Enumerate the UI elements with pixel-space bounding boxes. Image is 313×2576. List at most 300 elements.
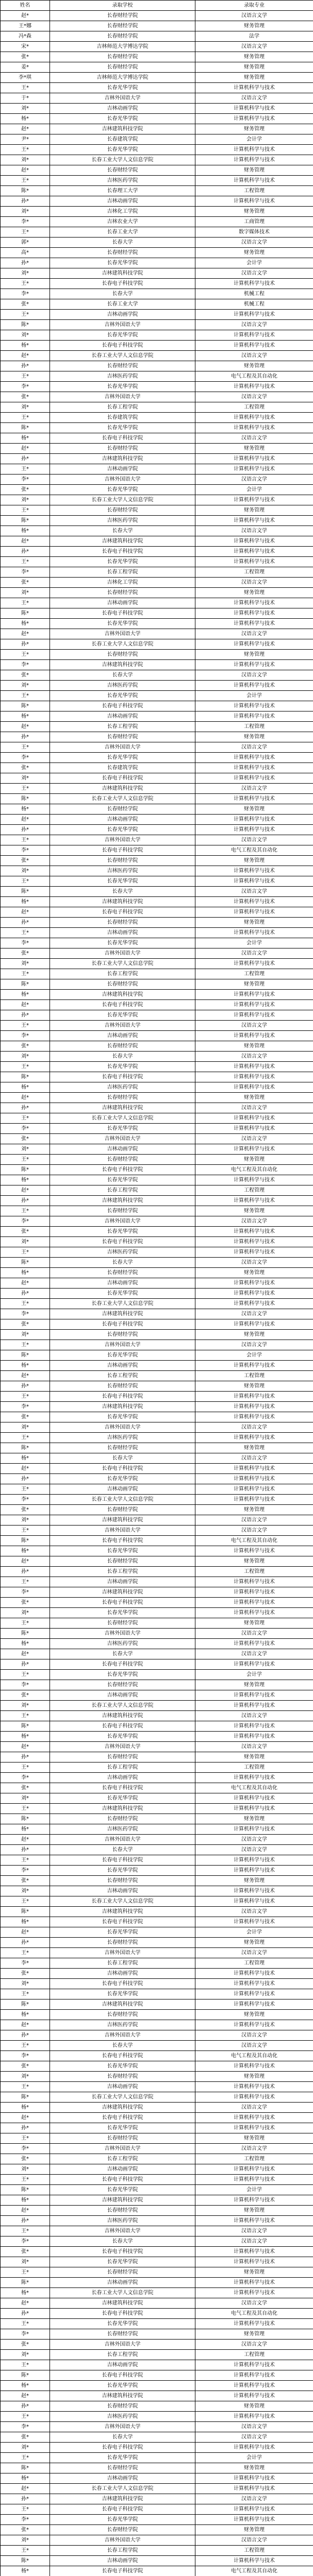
student-name-cell: 杨*	[1, 711, 50, 722]
table-row	[1, 1000, 313, 1010]
table-row	[1, 1515, 313, 1526]
admitted-school-cell: 长春工业大学	[50, 227, 195, 238]
admitted-school-cell: 吉林外国语大学	[50, 1629, 195, 1639]
table-row	[1, 2020, 313, 2030]
admitted-school-cell: 长春财经学院	[50, 1155, 195, 1165]
admitted-major-cell: 财务管理	[195, 588, 313, 598]
table-row	[1, 2391, 313, 2401]
admitted-school-cell: 长春电子科技学院	[50, 701, 195, 711]
admitted-major-cell: 汉语言文学	[195, 2236, 313, 2247]
admitted-major-cell: 财务管理	[195, 1876, 313, 1886]
student-name-cell: 张*	[1, 2340, 50, 2350]
admitted-school-cell: 吉林动画学院	[50, 1144, 195, 1155]
admitted-major-cell: 汉语言文学	[195, 238, 313, 248]
admitted-major-cell: 汉语言文学	[195, 1340, 313, 1350]
admitted-major-cell: 汉语言文学	[195, 1515, 313, 1526]
admitted-major-cell: 电气工程及其自动化	[195, 2566, 313, 2576]
table-row	[1, 660, 313, 670]
admitted-major-cell: 财务管理	[195, 1814, 313, 1824]
admitted-major-cell: 计算机科学与技术	[195, 2473, 313, 2484]
table-row	[1, 382, 313, 392]
student-name-cell: 陈*	[1, 1258, 50, 1268]
student-name-cell: 杨*	[1, 433, 50, 444]
admitted-major-cell: 财务管理	[195, 2072, 313, 2082]
admitted-major-cell: 财务管理	[195, 1206, 313, 1216]
table-row	[1, 2247, 313, 2257]
table-row	[1, 31, 313, 42]
admitted-school-cell: 长春财经学院	[50, 62, 195, 73]
student-name-cell: 赵*	[1, 1835, 50, 1845]
table-row	[1, 794, 313, 804]
student-name-cell: 杨*	[1, 1082, 50, 1093]
admitted-school-cell: 长春财经学院	[50, 1680, 195, 1690]
admitted-school-cell: 吉林医药学院	[50, 1082, 195, 1093]
admitted-school-cell: 吉林建筑科技学院	[50, 2391, 195, 2401]
admitted-school-cell: 吉林动画学院	[50, 2082, 195, 2092]
admitted-school-cell: 长春光华学院	[50, 1124, 195, 1134]
table-row	[1, 83, 313, 93]
admitted-major-cell: 计算机科学与技术	[195, 1659, 313, 1670]
student-name-cell: 杨*	[1, 897, 50, 907]
student-name-cell: 刘*	[1, 866, 50, 876]
student-name-cell: 姜*	[1, 62, 50, 73]
table-row	[1, 815, 313, 825]
admitted-major-cell: 财务管理	[195, 856, 313, 866]
student-name-cell: 王*	[1, 2546, 50, 2556]
admitted-school-cell: 长春电子科技学院	[50, 2504, 195, 2515]
admitted-school-cell: 长春工程学院	[50, 1958, 195, 1969]
student-name-cell: 孙*	[1, 1289, 50, 1299]
table-row	[1, 2494, 313, 2504]
table-row	[1, 1783, 313, 1793]
table-row	[1, 1762, 313, 1773]
student-name-cell: 王*	[1, 2412, 50, 2422]
student-name-cell: 王*	[1, 371, 50, 382]
student-name-cell: 杨*	[1, 2195, 50, 2206]
student-name-cell: 孙*	[1, 918, 50, 928]
admitted-school-cell: 长春电子科技学院	[50, 1464, 195, 1474]
table-row	[1, 289, 313, 299]
student-name-cell: 李*	[1, 2236, 50, 2247]
student-name-cell: 刘*	[1, 1144, 50, 1155]
admitted-school-cell: 长春工业大学人文信息学院	[50, 2484, 195, 2494]
admitted-school-cell: 长春财经学院	[50, 2525, 195, 2535]
table-row	[1, 742, 313, 753]
admitted-school-cell: 吉林建筑科技学院	[50, 1907, 195, 1917]
table-row	[1, 2123, 313, 2133]
table-row	[1, 124, 313, 134]
admitted-major-cell: 财务管理	[195, 1443, 313, 1453]
table-row	[1, 2236, 313, 2247]
table-row	[1, 1021, 313, 1031]
table-row	[1, 1670, 313, 1680]
admitted-major-cell: 计算机科学与技术	[195, 2164, 313, 2175]
table-row	[1, 557, 313, 567]
admitted-major-cell: 计算机科学与技术	[195, 1412, 313, 1422]
table-row	[1, 2504, 313, 2515]
admitted-school-cell: 长春工业大学人文信息学院	[50, 1299, 195, 1309]
admitted-school-cell: 长春大学	[50, 1052, 195, 1062]
table-row	[1, 176, 313, 186]
admitted-major-cell: 工程管理	[195, 1958, 313, 1969]
table-row	[1, 2566, 313, 2576]
admitted-school-cell: 长春工程学院	[50, 2154, 195, 2164]
admitted-school-cell: 吉林外国语大学	[50, 629, 195, 639]
admitted-major-cell: 财务管理	[195, 1938, 313, 1948]
student-name-cell: 杨*	[1, 341, 50, 351]
table-row	[1, 1433, 313, 1443]
admitted-school-cell: 吉林建筑科技学院	[50, 1587, 195, 1598]
student-name-cell: 赵*	[1, 1556, 50, 1567]
student-name-cell: 李*	[1, 2144, 50, 2154]
table-row	[1, 907, 313, 918]
admitted-school-cell: 长春财经学院	[50, 1505, 195, 1515]
table-row	[1, 567, 313, 578]
table-row	[1, 2144, 313, 2154]
admitted-major-cell: 计算机科学与技术	[195, 2257, 313, 2267]
student-name-cell: 张*	[1, 392, 50, 402]
admitted-major-cell: 计算机科学与技术	[195, 1000, 313, 1010]
table-row	[1, 629, 313, 639]
admitted-major-cell: 计算机科学与技术	[195, 1639, 313, 1649]
admitted-school-cell: 长春电子科技学院	[50, 1392, 195, 1402]
student-name-cell: 王*	[1, 928, 50, 938]
admitted-major-cell: 电气工程及其自动化	[195, 1536, 313, 1546]
student-name-cell: 陈*	[1, 1629, 50, 1639]
admitted-school-cell: 吉林动画学院	[50, 104, 195, 114]
admitted-school-cell: 长春大学	[50, 2041, 195, 2051]
student-name-cell: 孙*	[1, 2309, 50, 2319]
table-row	[1, 1062, 313, 1072]
table-row	[1, 402, 313, 413]
admitted-major-cell: 计算机科学与技术	[195, 495, 313, 505]
student-name-cell: 王*	[1, 1299, 50, 1309]
table-row	[1, 1958, 313, 1969]
admitted-school-cell: 长春光华学院	[50, 1546, 195, 1556]
table-row	[1, 578, 313, 588]
admitted-major-cell: 工程管理	[195, 567, 313, 578]
table-row	[1, 948, 313, 959]
admitted-major-cell: 汉语言文学	[195, 1103, 313, 1113]
admitted-major-cell: 会计学	[195, 2453, 313, 2463]
admitted-school-cell: 长春光华学院	[50, 1927, 195, 1938]
student-name-cell: 王*	[1, 1711, 50, 1721]
admitted-major-cell: 计算机科学与技术	[195, 1804, 313, 1814]
table-row	[1, 2463, 313, 2473]
table-row	[1, 2360, 313, 2370]
student-name-cell: 刘*	[1, 402, 50, 413]
admitted-major-cell: 计算机科学与技术	[195, 1773, 313, 1783]
admitted-school-cell: 长春大学	[50, 2432, 195, 2443]
admitted-school-cell: 长春光华学院	[50, 2123, 195, 2133]
student-name-cell: 王*	[1, 413, 50, 423]
table-row	[1, 21, 313, 31]
table-row	[1, 485, 313, 495]
admitted-school-cell: 长春光华学院	[50, 2453, 195, 2463]
admitted-major-cell: 电气工程及其自动化	[195, 371, 313, 382]
table-row	[1, 2535, 313, 2546]
student-name-cell: 张*	[1, 1876, 50, 1886]
admitted-school-cell: 长春财经学院	[50, 1443, 195, 1453]
student-name-cell: 赵*	[1, 722, 50, 732]
admitted-major-cell: 汉语言文学	[195, 835, 313, 845]
student-name-cell: 王*	[1, 1896, 50, 1907]
student-name-cell: 李*	[1, 660, 50, 670]
table-row	[1, 1587, 313, 1598]
student-name-cell: 赵*	[1, 536, 50, 547]
student-name-cell: 杨*	[1, 526, 50, 536]
student-name-cell: 张*	[1, 485, 50, 495]
table-row	[1, 1680, 313, 1690]
admitted-major-cell: 计算机科学与技术	[195, 1495, 313, 1505]
table-row	[1, 2443, 313, 2453]
student-name-cell: 王*	[1, 279, 50, 289]
admitted-major-cell: 会计学	[195, 258, 313, 268]
table-row	[1, 1711, 313, 1721]
table-row	[1, 2206, 313, 2216]
admitted-school-cell: 长春财经学院	[50, 2010, 195, 2020]
student-name-cell: 杨*	[1, 1824, 50, 1835]
admitted-school-cell: 长春光华学院	[50, 1289, 195, 1299]
table-row	[1, 1598, 313, 1608]
admitted-school-cell: 吉林建筑科技学院	[50, 1515, 195, 1526]
admitted-major-cell: 财务管理	[195, 2525, 313, 2535]
student-name-cell: 陈*	[1, 1072, 50, 1082]
table-row	[1, 1484, 313, 1495]
table-row	[1, 547, 313, 557]
admitted-major-cell: 汉语言文学	[195, 1021, 313, 1031]
admitted-major-cell: 财务管理	[195, 650, 313, 660]
admitted-major-cell: 计算机科学与技术	[195, 464, 313, 474]
admitted-major-cell: 汉语言文学	[195, 670, 313, 681]
student-name-cell: 张*	[1, 1969, 50, 1979]
table-row	[1, 2051, 313, 2061]
student-name-cell: 李*	[1, 382, 50, 392]
admitted-major-cell: 计算机科学与技术	[195, 1402, 313, 1412]
admitted-school-cell: 吉林医药学院	[50, 681, 195, 691]
table-row	[1, 2216, 313, 2226]
student-name-cell: 陈*	[1, 887, 50, 897]
admitted-school-cell: 吉林建筑科技学院	[50, 897, 195, 907]
admitted-major-cell: 财务管理	[195, 1381, 313, 1392]
student-name-cell: 张*	[1, 2154, 50, 2164]
student-name-cell: 王*	[1, 1526, 50, 1536]
admitted-school-cell: 吉林建筑科技学院	[50, 660, 195, 670]
admitted-major-cell: 财务管理	[195, 2010, 313, 2020]
admitted-major-cell: 汉语言文学	[195, 433, 313, 444]
table-row	[1, 1124, 313, 1134]
admitted-major-cell: 计算机科学与技术	[195, 619, 313, 629]
student-name-cell: 刘*	[1, 1515, 50, 1526]
admitted-school-cell: 长春电子科技学院	[50, 2051, 195, 2061]
admitted-major-cell: 工程管理	[195, 1185, 313, 1196]
admitted-school-cell: 长春工业大学人文信息学院	[50, 1896, 195, 1907]
student-name-cell: 孙*	[1, 547, 50, 557]
student-name-cell: 王*	[1, 176, 50, 186]
student-name-cell: 杨*	[1, 2103, 50, 2113]
table-row	[1, 423, 313, 433]
admitted-major-cell: 汉语言文学	[195, 742, 313, 753]
admitted-school-cell: 吉林建筑科技学院	[50, 1804, 195, 1814]
student-name-cell: 杨*	[1, 619, 50, 629]
admitted-major-cell: 计算机科学与技术	[195, 413, 313, 423]
admitted-school-cell: 长春电子科技学院	[50, 1917, 195, 1927]
table-row	[1, 2381, 313, 2391]
admitted-school-cell: 长春光华学院	[50, 1227, 195, 1237]
admitted-school-cell: 吉林外国语大学	[50, 1948, 195, 1958]
admitted-major-cell: 计算机科学与技术	[195, 1072, 313, 1082]
admitted-school-cell: 长春财经学院	[50, 11, 195, 21]
admitted-school-cell: 吉林外国语大学	[50, 474, 195, 485]
student-name-cell: 杨*	[1, 1268, 50, 1278]
student-name-cell: 王*	[1, 1804, 50, 1814]
table-row	[1, 2484, 313, 2494]
admitted-school-cell: 长春财经学院	[50, 1268, 195, 1278]
admitted-school-cell: 长春工程学院	[50, 969, 195, 979]
admitted-school-cell: 长春电子科技学院	[50, 2247, 195, 2257]
table-row	[1, 1495, 313, 1505]
table-row	[1, 670, 313, 681]
admitted-school-cell: 长春光华学院	[50, 2185, 195, 2195]
admitted-major-cell: 汉语言文学	[195, 784, 313, 794]
admitted-school-cell: 吉林建筑科技学院	[50, 990, 195, 1000]
student-name-cell: 陈*	[1, 794, 50, 804]
student-name-cell: 赵*	[1, 629, 50, 639]
table-row	[1, 186, 313, 196]
admitted-major-cell: 汉语言文学	[195, 268, 313, 279]
admitted-school-cell: 长春光华学院	[50, 1010, 195, 1021]
admitted-school-cell: 吉林建筑科技学院	[50, 1309, 195, 1319]
admitted-major-cell: 计算机科学与技术	[195, 681, 313, 691]
student-name-cell: 孙*	[1, 2494, 50, 2504]
student-name-cell: 杨*	[1, 2381, 50, 2391]
admitted-major-cell: 电气工程及其自动化	[195, 845, 313, 856]
admitted-major-cell: 计算机科学与技术	[195, 639, 313, 650]
table-row	[1, 979, 313, 990]
admitted-major-cell: 财务管理	[195, 1618, 313, 1629]
admitted-school-cell: 长春电子科技学院	[50, 1855, 195, 1866]
table-row	[1, 2340, 313, 2350]
student-name-cell: 王*	[1, 2082, 50, 2092]
admitted-school-cell: 长春电子科技学院	[50, 907, 195, 918]
table-row	[1, 2546, 313, 2556]
student-name-cell: 赵*	[1, 2206, 50, 2216]
admitted-school-cell: 长春光华学院	[50, 2061, 195, 2072]
table-row	[1, 2422, 313, 2432]
admitted-school-cell: 长春理工大学	[50, 186, 195, 196]
student-name-cell: 王*	[1, 1021, 50, 1031]
table-row	[1, 897, 313, 907]
table-row	[1, 1258, 313, 1268]
table-row	[1, 1866, 313, 1876]
table-row	[1, 1927, 313, 1938]
admitted-school-cell: 长春工程学院	[50, 2546, 195, 2556]
student-name-cell: 张*	[1, 1227, 50, 1237]
student-name-cell: 陈*	[1, 1999, 50, 2010]
column-header-name: 姓名	[1, 1, 50, 11]
table-row	[1, 588, 313, 598]
table-row	[1, 392, 313, 402]
admitted-school-cell: 吉林外国语大学	[50, 2226, 195, 2236]
student-name-cell: 王*	[1, 1989, 50, 1999]
admitted-school-cell: 长春光华学院	[50, 258, 195, 268]
table-row	[1, 1639, 313, 1649]
table-row	[1, 1577, 313, 1587]
admitted-school-cell: 长春电子科技学院	[50, 1000, 195, 1010]
admitted-major-cell: 计算机科学与技术	[195, 598, 313, 608]
admitted-school-cell: 吉林建筑科技学院	[50, 454, 195, 464]
column-header-school: 录取学校	[50, 1, 195, 11]
admitted-major-cell: 计算机科学与技术	[195, 2113, 313, 2123]
admitted-school-cell: 长春光华学院	[50, 382, 195, 392]
admitted-major-cell: 财务管理	[195, 505, 313, 516]
student-name-cell: 王*	[1, 2453, 50, 2463]
student-name-cell: 张*	[1, 1134, 50, 1144]
admitted-school-cell: 长春电子科技学院	[50, 433, 195, 444]
table-row	[1, 2154, 313, 2164]
admitted-major-cell: 计算机科学与技术	[195, 1999, 313, 2010]
table-row	[1, 2288, 313, 2298]
admitted-school-cell: 吉林外国语大学	[50, 1216, 195, 1227]
table-row	[1, 299, 313, 310]
student-name-cell: 孙*	[1, 2123, 50, 2133]
table-row	[1, 1165, 313, 1175]
admitted-school-cell: 吉林外国语大学	[50, 320, 195, 330]
admitted-school-cell: 吉林外国语大学	[50, 1526, 195, 1536]
admitted-school-cell: 吉林建筑科技学院	[50, 2103, 195, 2113]
admitted-major-cell: 计算机科学与技术	[195, 763, 313, 773]
student-name-cell: 王*	[1, 1433, 50, 1443]
admitted-school-cell: 长春大学	[50, 2236, 195, 2247]
table-row	[1, 701, 313, 711]
student-name-cell: 王*	[1, 227, 50, 238]
admitted-school-cell: 长春电子科技学院	[50, 773, 195, 784]
admitted-school-cell: 吉林动画学院	[50, 1690, 195, 1701]
table-row	[1, 2133, 313, 2144]
table-row	[1, 1752, 313, 1762]
student-name-cell: 陈*	[1, 1443, 50, 1453]
student-name-cell: 宋*	[1, 42, 50, 52]
admitted-school-cell: 长春财经学院	[50, 1752, 195, 1762]
admitted-major-cell: 汉语言文学	[195, 2226, 313, 2236]
admitted-school-cell: 长春财经学院	[50, 2329, 195, 2340]
admitted-major-cell: 财务管理	[195, 21, 313, 31]
admitted-school-cell: 吉林医药学院	[50, 1639, 195, 1649]
table-row	[1, 196, 313, 207]
student-name-cell: 陈*	[1, 1165, 50, 1175]
table-row	[1, 1690, 313, 1701]
admitted-major-cell: 计算机科学与技术	[195, 1577, 313, 1587]
table-row	[1, 763, 313, 773]
admitted-major-cell: 汉语言文学	[195, 1134, 313, 1144]
admitted-school-cell: 吉林化工学院	[50, 207, 195, 217]
admitted-school-cell: 长春电子科技学院	[50, 1721, 195, 1732]
student-name-cell: 杨*	[1, 1175, 50, 1185]
table-row	[1, 1989, 313, 1999]
student-name-cell: 刘*	[1, 207, 50, 217]
admitted-major-cell: 计算机科学与技术	[195, 2443, 313, 2453]
admitted-school-cell: 吉林动画学院	[50, 1031, 195, 1041]
student-name-cell: 刘*	[1, 268, 50, 279]
admitted-school-cell: 长春工业大学人文信息学院	[50, 155, 195, 165]
admitted-school-cell: 长春光华学院	[50, 1866, 195, 1876]
student-name-cell: 张*	[1, 1319, 50, 1330]
admitted-school-cell: 长春电子科技学院	[50, 2309, 195, 2319]
admitted-major-cell: 计算机科学与技术	[195, 2412, 313, 2422]
table-row	[1, 310, 313, 320]
table-row	[1, 1031, 313, 1041]
admitted-major-cell: 工程管理	[195, 1762, 313, 1773]
